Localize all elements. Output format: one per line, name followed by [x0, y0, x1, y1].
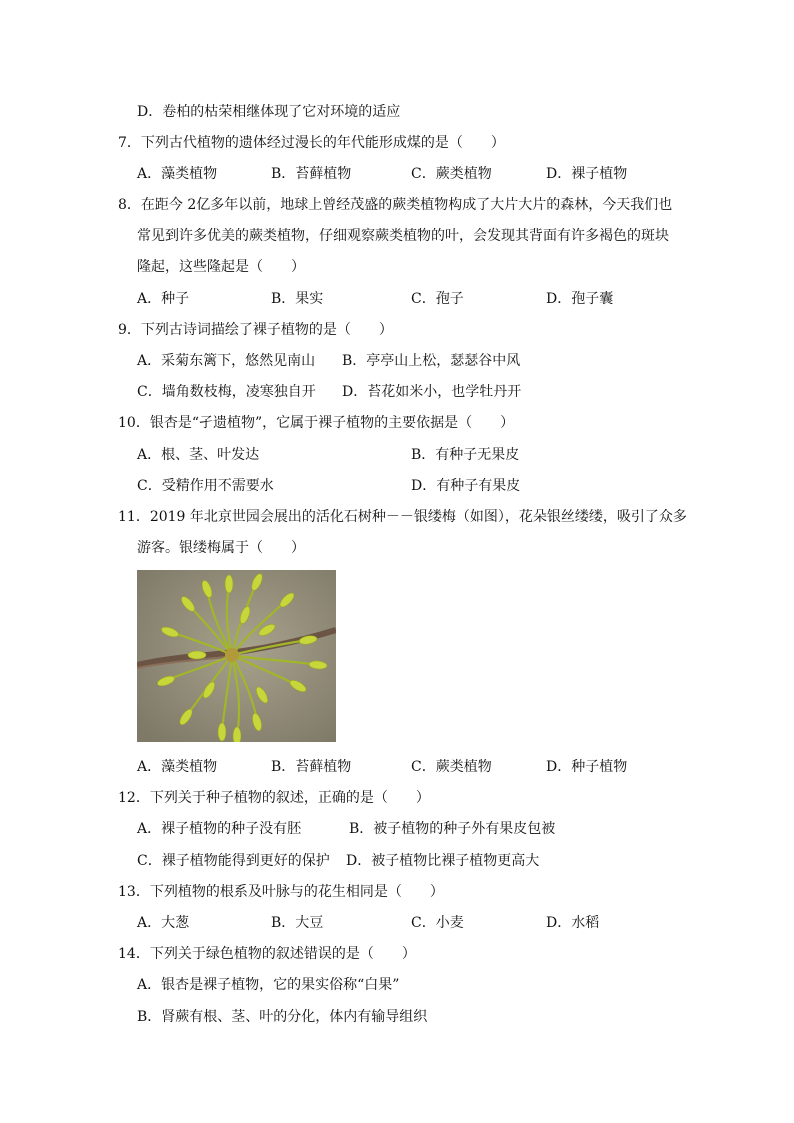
q11-option-c: C．蕨类植物 [411, 759, 492, 775]
q11-option-d: D．种子植物 [546, 759, 628, 775]
q6-option-d: D．卷柏的枯荣相继体现了它对环境的适应 [137, 104, 401, 120]
q13-option-b: B．大豆 [271, 915, 324, 931]
q10-option-b: B．有种子无果皮 [411, 447, 520, 463]
q7-option-d: D．裸子植物 [546, 166, 628, 182]
q8-option-c: C．孢子 [411, 291, 464, 307]
q9-option-a: A．采菊东篱下，悠然见南山 [137, 353, 316, 369]
q7-option-c: C．蕨类植物 [411, 166, 492, 182]
q13-option-d: D．水稻 [546, 915, 600, 931]
q11-stem-line-1: 11．2019 年北京世园会展出的活化石树种－－银缕梅（如图），花朵银丝缕缕，吸引了众多 [118, 509, 687, 525]
q12-option-c: C．裸子植物能得到更好的保护 [137, 853, 330, 869]
q10-option-d: D．有种子有果皮 [411, 478, 521, 494]
q8-stem-line-2: 常见到许多优美的蕨类植物，仔细观察蕨类植物的叶，会发现其背面有许多褐色的斑块 [137, 228, 669, 244]
q7-option-a: A．藻类植物 [137, 166, 218, 182]
q14-option-b: B．肾蕨有根、茎、叶的分化，体内有输导组织 [137, 1009, 428, 1025]
q12-stem: 12．下列关于种子植物的叙述，正确的是（ ） [118, 790, 430, 806]
q10-option-a: A．根、茎、叶发达 [137, 447, 260, 463]
q9-option-d: D．苔花如米小，也学牡丹开 [342, 384, 522, 400]
q8-option-d: D．孢子囊 [546, 291, 614, 307]
q13-stem: 13．下列植物的根系及叶脉与的花生相同是（ ） [118, 884, 444, 900]
q14-option-a: A．银杏是裸子植物，它的果实俗称“白果” [137, 977, 400, 993]
q13-option-c: C．小麦 [411, 915, 464, 931]
q10-option-c: C．受精作用不需要水 [137, 478, 274, 494]
q7-option-b: B．苔藓植物 [271, 166, 352, 182]
q8-stem-line-3: 隆起，这些隆起是（ ） [137, 259, 305, 275]
yinloumei-flower-photo [137, 570, 336, 742]
q9-option-c: C．墙角数枝梅，凌寒独自开 [137, 384, 316, 400]
q12-option-d: D．被子植物比裸子植物更高大 [346, 853, 540, 869]
q8-option-a: A．种子 [137, 291, 190, 307]
q7-stem: 7．下列古代植物的遗体经过漫长的年代能形成煤的是（ ） [118, 135, 505, 151]
q10-stem: 10．银杏是“孑遗植物”，它属于裸子植物的主要依据是（ ） [118, 415, 515, 431]
q12-option-b: B．被子植物的种子外有果皮包被 [349, 821, 556, 837]
q12-option-a: A．裸子植物的种子没有胚 [137, 821, 302, 837]
q8-option-b: B．果实 [271, 291, 324, 307]
q8-stem-line-1: 8．在距今 2亿多年以前，地球上曾经茂盛的蕨类植物构成了大片大片的森林，今天我们也 [118, 197, 673, 213]
q11-option-b: B．苔藓植物 [271, 759, 352, 775]
q11-option-a: A．藻类植物 [137, 759, 218, 775]
q11-stem-line-2: 游客。银缕梅属于（ ） [137, 540, 305, 556]
q9-stem: 9．下列古诗词描绘了裸子植物的是（ ） [118, 322, 393, 338]
q9-option-b: B．亭亭山上松，瑟瑟谷中风 [342, 353, 521, 369]
q13-option-a: A．大葱 [137, 915, 190, 931]
q14-stem: 14．下列关于绿色植物的叙述错误的是（ ） [118, 946, 416, 962]
